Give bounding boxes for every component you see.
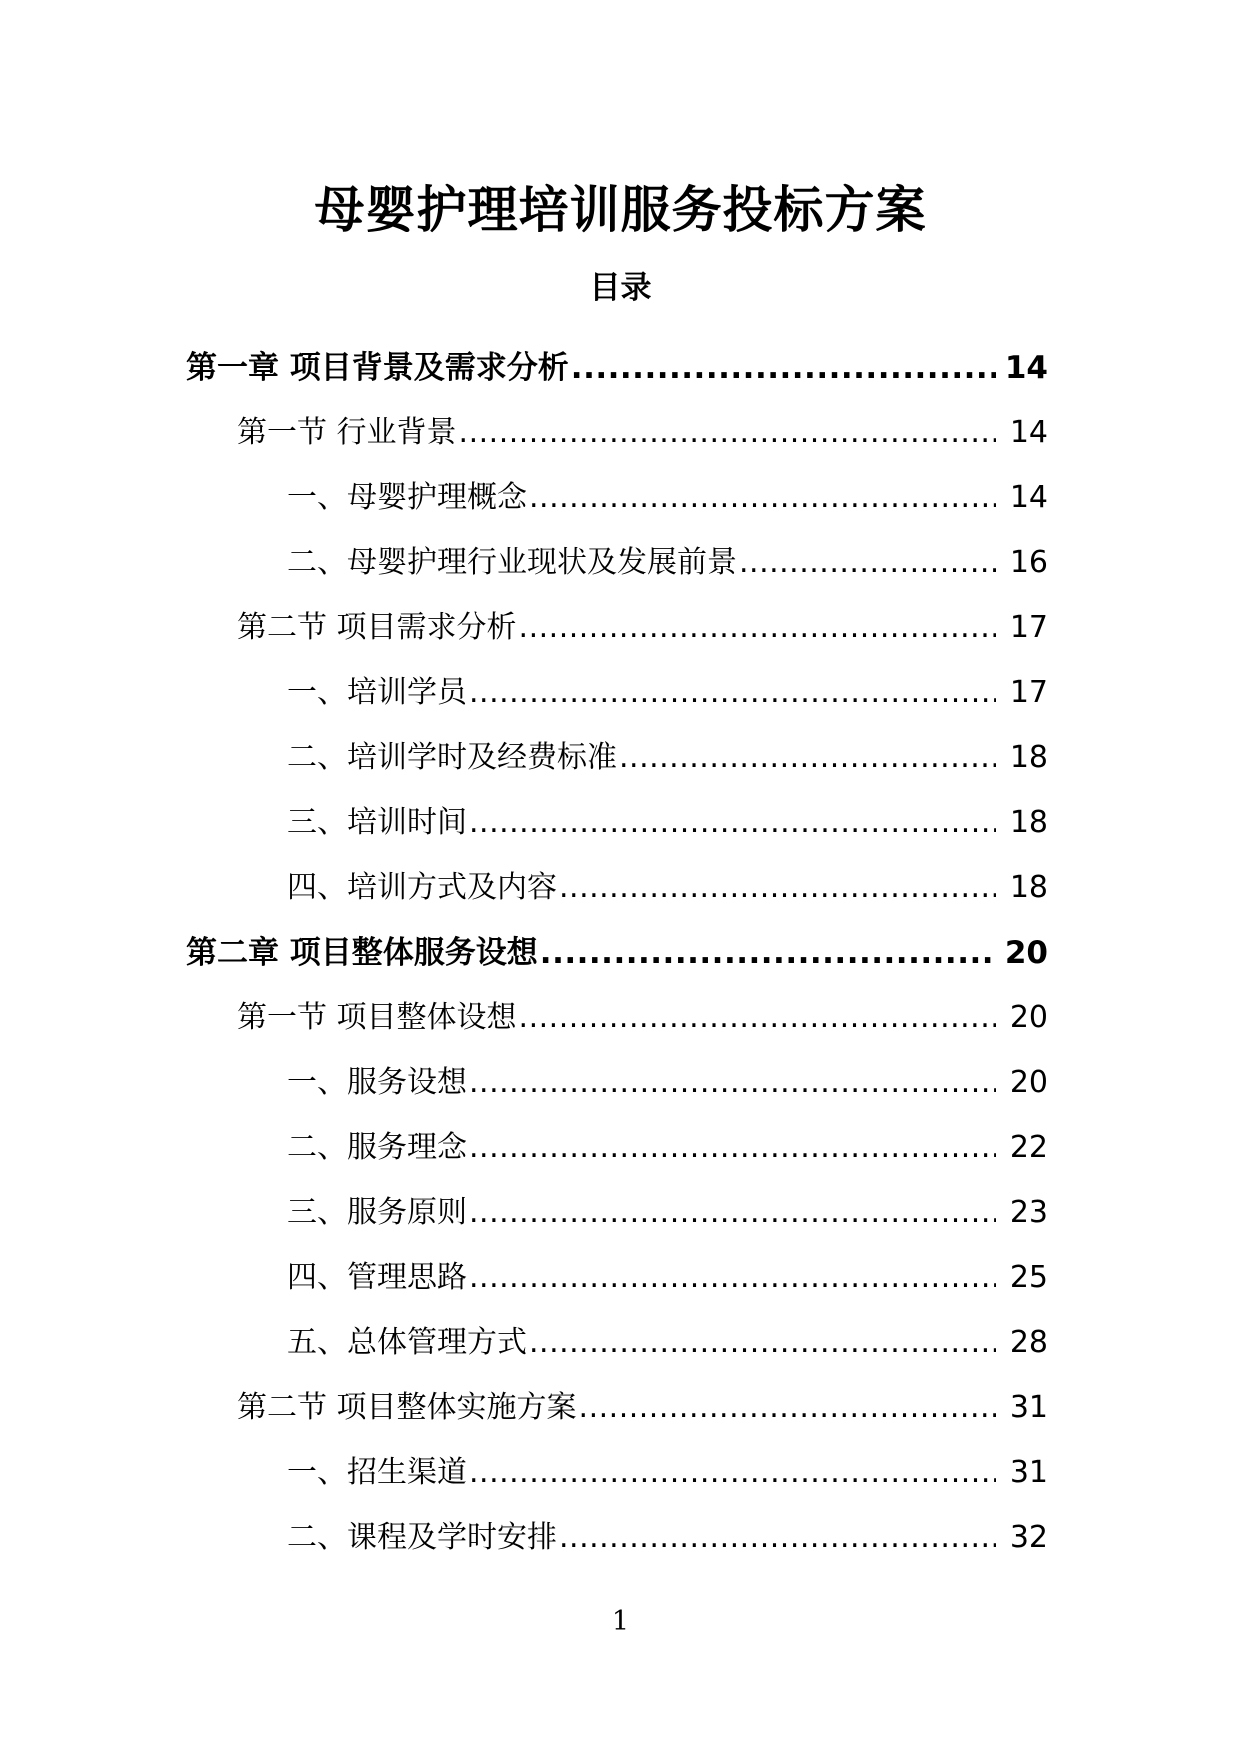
toc-dot-leader	[469, 1256, 996, 1300]
toc-entry-page: 14	[1009, 480, 1048, 515]
toc-entry[interactable]	[0, 715, 1241, 780]
toc-entry-page: 23	[1009, 1195, 1048, 1230]
toc-entry[interactable]	[0, 390, 1241, 455]
toc-dot-leader	[559, 866, 996, 910]
toc-entry-page: 28	[1009, 1325, 1048, 1360]
toc-dot-leader	[739, 541, 996, 585]
toc-entry[interactable]	[0, 455, 1241, 520]
toc-entry[interactable]	[0, 845, 1241, 910]
toc-entry[interactable]	[0, 1105, 1241, 1170]
toc-dot-leader	[519, 996, 996, 1040]
toc-entry[interactable]	[0, 325, 1241, 390]
toc-entry-page: 32	[1009, 1520, 1048, 1555]
toc-entry-label: 二、服务理念	[287, 1130, 467, 1165]
toc-dot-leader	[469, 1451, 996, 1495]
page-number: 1	[611, 1606, 630, 1637]
toc-entry-page: 18	[1009, 870, 1048, 905]
toc-entry-label: 第一节 行业背景	[237, 415, 457, 450]
toc-entry[interactable]	[0, 780, 1241, 845]
toc-entry-label: 二、母婴护理行业现状及发展前景	[287, 545, 737, 580]
toc-entry[interactable]	[0, 910, 1241, 975]
toc-entry-page: 18	[1009, 740, 1048, 775]
toc-dot-leader	[469, 671, 996, 715]
toc-dot-leader	[579, 1386, 996, 1430]
toc-entry[interactable]	[0, 975, 1241, 1040]
toc-entry-page: 14	[1004, 350, 1048, 386]
toc-entry-label: 一、母婴护理概念	[287, 480, 527, 515]
toc-entry-label: 第一章 项目背景及需求分析	[186, 350, 569, 386]
toc-entry-page: 22	[1009, 1130, 1048, 1165]
toc-entry-page: 17	[1009, 610, 1048, 645]
toc-entry-page: 25	[1009, 1260, 1048, 1295]
toc-entry[interactable]	[0, 585, 1241, 650]
toc-dot-leader	[540, 931, 996, 975]
toc-entry-label: 一、招生渠道	[287, 1455, 467, 1490]
toc-heading: 目录	[589, 270, 652, 306]
toc-entry-label: 一、服务设想	[287, 1065, 467, 1100]
toc-dot-leader	[469, 1126, 996, 1170]
toc-entry-page: 31	[1009, 1390, 1048, 1425]
toc-entry-label: 一、培训学员	[287, 675, 467, 710]
toc-entry[interactable]	[0, 1235, 1241, 1300]
toc-entry[interactable]	[0, 1430, 1241, 1495]
toc-dot-leader	[469, 801, 996, 845]
toc-entry[interactable]	[0, 1170, 1241, 1235]
toc-entry-page: 20	[1004, 935, 1048, 971]
toc-entry-label: 四、培训方式及内容	[287, 870, 557, 905]
toc-entry[interactable]	[0, 1300, 1241, 1365]
toc-entry-page: 17	[1009, 675, 1048, 710]
toc-entry-label: 三、培训时间	[287, 805, 467, 840]
toc-entry-label: 第一节 项目整体设想	[237, 1000, 517, 1035]
toc-entry-page: 18	[1009, 805, 1048, 840]
toc-dot-leader	[571, 346, 996, 390]
toc-dot-leader	[529, 1321, 996, 1365]
toc-entry-label: 第二节 项目需求分析	[237, 610, 517, 645]
toc-dot-leader	[529, 476, 996, 520]
toc-entry[interactable]	[0, 520, 1241, 585]
toc-entry-label: 五、总体管理方式	[287, 1325, 527, 1360]
toc-entry-label: 第二节 项目整体实施方案	[237, 1390, 577, 1425]
toc-entry-page: 31	[1009, 1455, 1048, 1490]
table-of-contents	[0, 325, 1241, 1560]
toc-entry-label: 第二章 项目整体服务设想	[186, 935, 538, 971]
toc-entry-label: 三、服务原则	[287, 1195, 467, 1230]
toc-entry-page: 20	[1009, 1065, 1048, 1100]
toc-dot-leader	[469, 1061, 996, 1105]
document-title: 母婴护理培训服务投标方案	[314, 181, 927, 239]
toc-entry[interactable]	[0, 650, 1241, 715]
toc-entry-label: 二、课程及学时安排	[287, 1520, 557, 1555]
toc-entry[interactable]	[0, 1040, 1241, 1105]
toc-entry-page: 20	[1009, 1000, 1048, 1035]
toc-entry[interactable]	[0, 1365, 1241, 1430]
toc-entry-page: 16	[1009, 545, 1048, 580]
toc-entry-label: 二、培训学时及经费标准	[287, 740, 617, 775]
toc-dot-leader	[459, 411, 996, 455]
toc-dot-leader	[469, 1191, 996, 1235]
toc-entry-page: 14	[1009, 415, 1048, 450]
toc-dot-leader	[559, 1516, 996, 1560]
toc-entry[interactable]	[0, 1495, 1241, 1560]
toc-dot-leader	[619, 736, 996, 780]
toc-entry-label: 四、管理思路	[287, 1260, 467, 1295]
toc-dot-leader	[519, 606, 996, 650]
